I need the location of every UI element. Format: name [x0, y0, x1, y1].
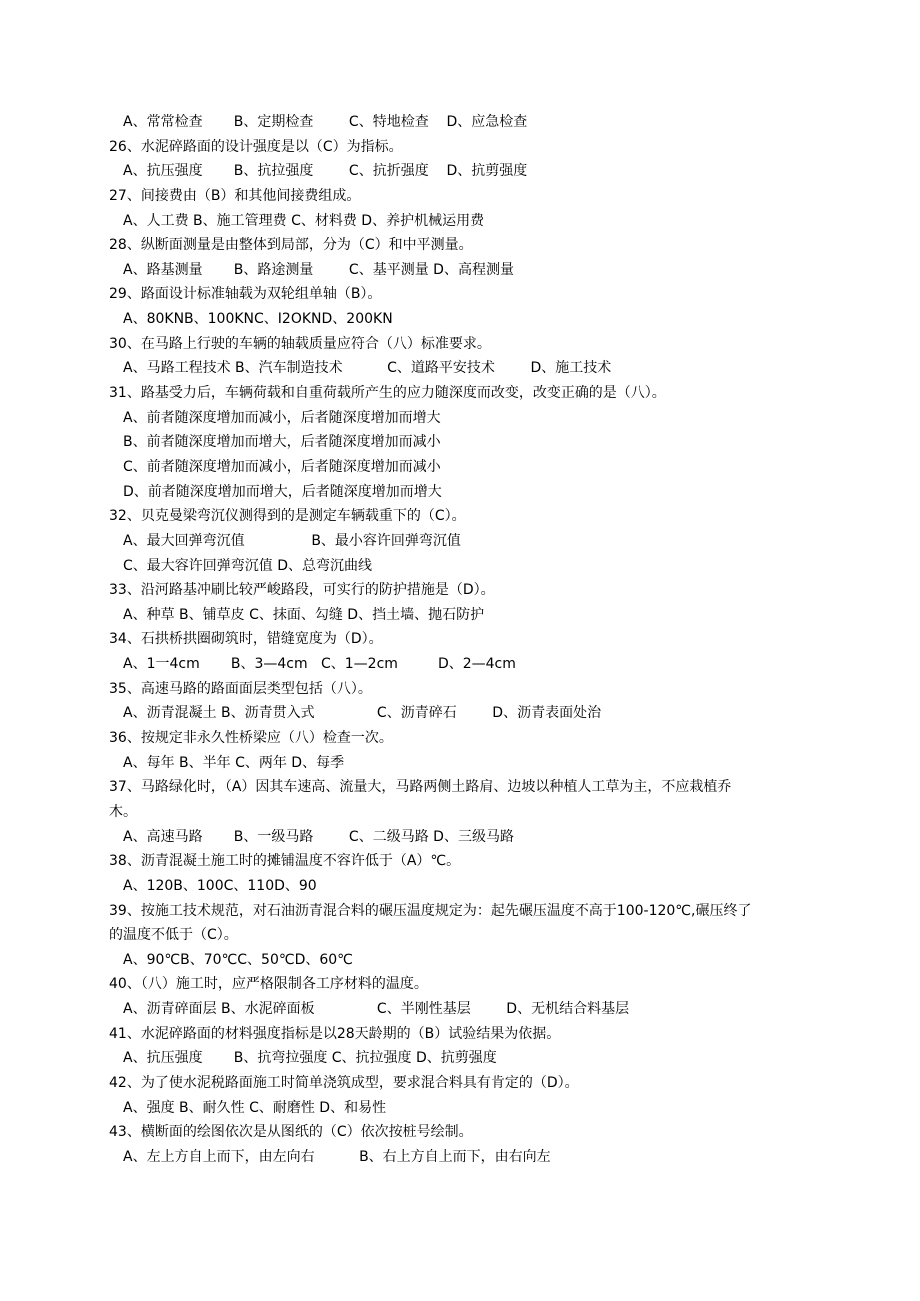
question-line: 40、（八）施工时，应严格限制各工序材料的温度。: [109, 976, 428, 993]
question-line: 39、按施工技术规范，对石油沥青混合料的碾压温度规定为：起先碾压温度不高于100-120℃,碾压终了: [109, 902, 752, 919]
answer-options-line: A、沥青碎面层 B、水泥碎面板 C、半刚性基层 D、无机结合料基层: [123, 1001, 630, 1018]
answer-options-line: A、路基测量 B、路途测量 C、基平测量 D、高程测量: [123, 261, 514, 278]
question-line: 35、高速马路的路面面层类型包括（八）。: [109, 680, 372, 697]
question-line: 38、沥青混凝土施工时的摊铺温度不容许低于（A）℃。: [109, 853, 461, 870]
answer-options-line: B、前者随深度增加而增大，后者随深度增加而减小: [123, 434, 441, 451]
answer-options-line: A、80KNB、100KNC、I2OKND、200KN: [123, 311, 393, 328]
question-line: 木。: [109, 803, 137, 820]
question-line: 27、间接费由（B）和其他间接费组成。: [109, 187, 361, 204]
answer-options-line: A、强度 B、耐久性 C、耐磨性 D、和易性: [123, 1099, 387, 1116]
answer-options-line: A、1一4cm B、3—4cm C、1—2cm D、2—4cm: [123, 656, 516, 673]
answer-options-line: C、前者随深度增加而减小，后者随深度增加而减小: [123, 458, 441, 475]
question-line: 34、石拱桥拱圈砌筑时，错缝宽度为（D）。: [109, 631, 383, 648]
answer-options-line: A、90℃B、70℃C、50℃D、60℃: [123, 951, 353, 968]
question-line: 41、水泥碎路面的材料强度指标是以28天龄期的（B）试验结果为依据。: [109, 1025, 561, 1042]
question-line: 30、在马路上行驶的车辆的轴载质量应符合（八）标准要求。: [109, 335, 491, 352]
question-line: 31、路基受力后，车辆荷载和自重荷载所产生的应力随深度而改变，改变正确的是（八）。: [109, 385, 666, 402]
question-line: 28、纵断面测量是由整体到局部，分为（C）和中平测量。: [109, 237, 473, 254]
answer-options-line: A、抗压强度 B、抗拉强度 C、抗折强度 D、抗剪强度: [123, 163, 528, 180]
answer-options-line: A、最大回弹弯沉值 B、最小容许回弹弯沉值: [123, 532, 461, 549]
answer-options-line: A、种草 B、铺草皮 C、抹面、勾缝 D、挡土墙、抛石防护: [123, 606, 485, 623]
answer-options-line: A、沥青混凝土 B、沥青贯入式 C、沥青碎石 D、沥青表面处治: [123, 705, 602, 722]
question-line: 33、沿河路基冲刷比较严峻路段，可实行的防护措施是（D）。: [109, 582, 495, 599]
answer-options-line: A、马路工程技术 B、汽车制造技术 C、道路平安技术 D、施工技术: [123, 360, 612, 377]
answer-options-line: A、常常检查 B、定期检查 C、特地检查 D、应急检查: [123, 114, 528, 130]
answer-options-line: A、左上方自上而下，由左向右 B、右上方自上而下，由右向左: [123, 1148, 551, 1165]
question-line: 的温度不低于（C）。: [109, 927, 238, 944]
answer-options-line: A、每年 B、半年 C、两年 D、每季: [123, 754, 345, 771]
question-line: 32、贝克曼梁弯沉仪测得到的是测定车辆载重下的（C）。: [109, 508, 466, 525]
answer-options-line: A、前者随深度增加而减小，后者随深度增加而增大: [123, 409, 441, 426]
answer-options-line: C、最大容许回弹弯沉值 D、总弯沉曲线: [123, 557, 373, 574]
answer-options-line: A、抗压强度 B、抗弯拉强度 C、抗拉强度 D、抗剪强度: [123, 1050, 497, 1067]
question-line: 29、路面设计标准轴载为双轮组单轴（B）。: [109, 286, 382, 303]
answer-options-line: D、前者随深度增加而增大，后者随深度增加而增大: [123, 483, 442, 500]
question-line: 42、为了使水泥税路面施工时简单浇筑成型，要求混合料具有肯定的（D）。: [109, 1074, 579, 1091]
question-line: 43、横断面的绘图依次是从图纸的（C）依次按桩号绘制。: [109, 1124, 473, 1141]
question-list: [109, 110, 829, 1170]
question-line: 37、马路绿化时，（A）因其车速高、流量大，马路两侧土路肩、边坡以种植人工草为主，不应栽植乔: [109, 779, 732, 796]
question-line: 36、按规定非永久性桥梁应（八）检查一次。: [109, 730, 393, 747]
question-line: 26、水泥碎路面的设计强度是以（C）为指标。: [109, 138, 403, 155]
answer-options-line: A、人工费 B、施工管理费 C、材料费 D、养护机械运用费: [123, 212, 485, 229]
answer-options-line: A、高速马路 B、一级马路 C、二级马路 D、三级马路: [123, 828, 514, 845]
answer-options-line: A、120B、100C、110D、90: [123, 877, 317, 894]
